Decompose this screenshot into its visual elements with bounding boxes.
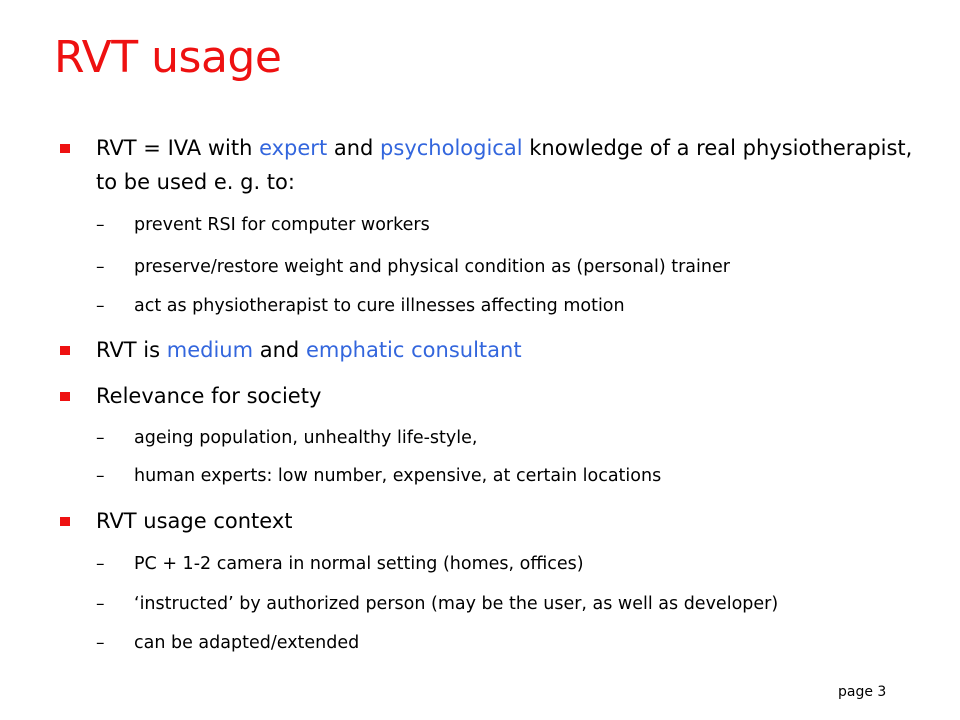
bullet-marker — [60, 144, 70, 153]
sub-item: act as physiotherapist to cure illnesses affecting motion — [134, 296, 625, 316]
text-segment: and — [253, 338, 306, 362]
highlight-emphatic-consultant: emphatic consultant — [305, 338, 522, 362]
dash-marker: – — [96, 594, 105, 614]
dash-marker: – — [96, 554, 105, 574]
slide-title: RVT usage — [54, 32, 282, 83]
text-segment: and — [327, 136, 381, 160]
sub-item: prevent RSI for computer workers — [134, 215, 430, 235]
bullet-item-2 — [96, 333, 920, 367]
dash-marker: – — [96, 296, 105, 316]
highlight-expert: expert — [259, 136, 328, 160]
sub-item: PC + 1-2 camera in normal setting (homes, offices) — [134, 554, 584, 574]
sub-item: human experts: low number, expensive, at certain locations — [134, 466, 662, 486]
dash-marker: – — [96, 633, 105, 653]
page-number: page 3 — [838, 684, 887, 700]
bullet-marker — [60, 346, 70, 355]
bullet-item-1 — [96, 131, 920, 199]
dash-marker: – — [96, 257, 105, 277]
sub-item: can be adapted/extended — [134, 633, 360, 653]
bullet-item-4: RVT usage context — [96, 509, 293, 533]
highlight-medium: medium — [166, 338, 254, 362]
dash-marker: – — [96, 215, 105, 235]
sub-item: ‘instructed’ by authorized person (may be the user, as well as developer) — [134, 594, 779, 614]
bullet-marker — [60, 517, 70, 526]
text-segment: RVT is — [96, 338, 167, 362]
bullet-marker — [60, 392, 70, 401]
dash-marker: – — [96, 466, 105, 486]
text-segment: knowledge of a real physiotherapist, to be used e. g. to: — [96, 136, 913, 194]
bullet-item-3: Relevance for society — [96, 384, 322, 408]
highlight-psychological: psychological — [380, 136, 523, 160]
sub-item: preserve/restore weight and physical condition as (personal) trainer — [134, 257, 730, 277]
dash-marker: – — [96, 428, 105, 448]
text-segment: RVT = IVA with — [96, 136, 260, 160]
sub-item: ageing population, unhealthy life-style, — [134, 428, 478, 448]
